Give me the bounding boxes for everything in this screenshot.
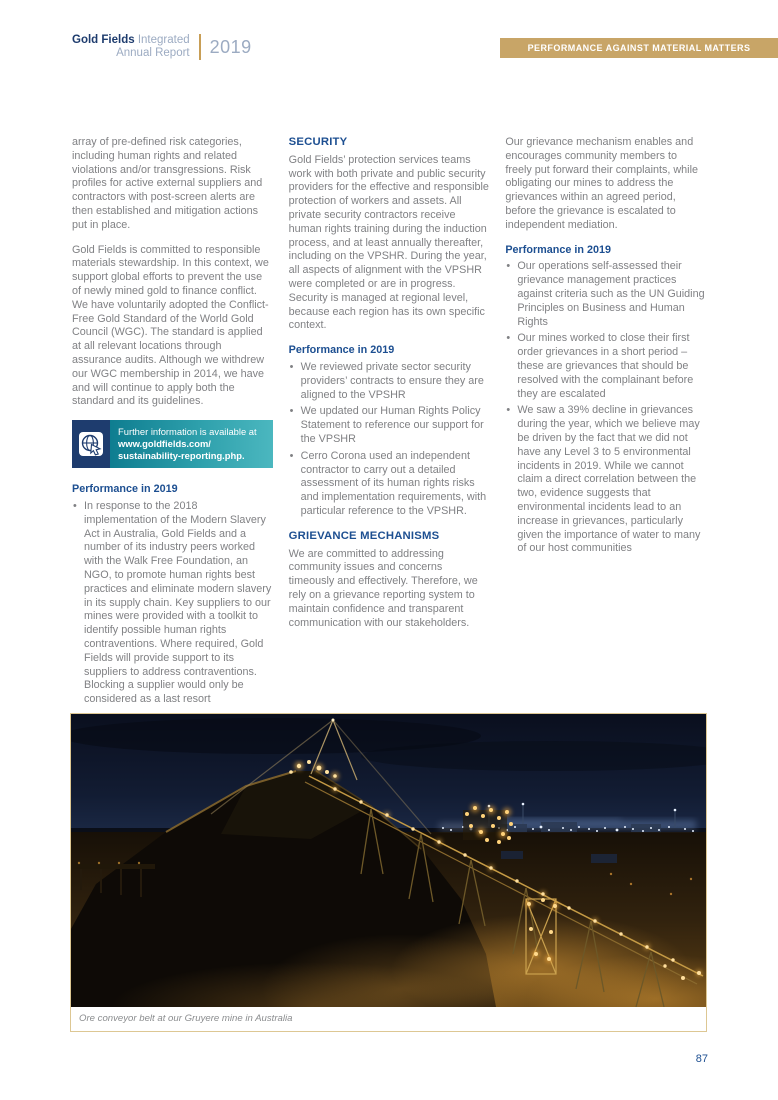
page-number: 87 [695,1053,708,1065]
web-globe-icon [72,420,110,468]
security-heading: SECURITY [288,136,348,148]
col3-performance-heading: Performance in 2019 [505,243,611,256]
mine-photo-figure [70,713,707,1032]
logo-divider-bar [199,34,201,60]
further-info-box[interactable] [72,420,273,468]
col1-paragraph-2: Gold Fields is committed to responsible materials stewardship. In this context, we support global efforts to prevent the use of newly mined gold to finance conflict. We have voluntarily adopted the Conflict-Free Gold Standard of the World Gold Council (WGC). The standard is applied at all relevant locations through assurance audits. Although we withdrew our WGC membership in 2014, we have and will continue to apply both the standard and its guidelines. [72,243,269,408]
mine-photo [71,714,706,1007]
col3-paragraph: Our grievance mechanism enables and encourages community members to freely put forward their complaints, while obligating our mines to address the grievances within an agreed period, before the grievance is escalated to independent mediation. [505,136,698,231]
col2-performance-heading: Performance in 2019 [288,344,395,357]
list-item: • Our operations self-assessed their grievance management practices against criteria such as the UN Guiding Principles on Business and Human Rights [505,260,706,329]
col1-performance-heading: Performance in 2019 [72,483,178,496]
grievance-paragraph: We are committed to addressing community issues and concerns timeously and effectively. Therefore, we rely on a grievance reporting system to maintain confidence and transparent communication with our stakeholders. [288,547,478,629]
list-item: • In response to the 2018 implementation of the Modern Slavery Act in Australia, Gold Fields and a number of its industry peers worked with the Walk Free Foundation, an NGO, to promote human rights best practices and eliminate modern slavery in its supply chain. Key suppliers to our mines were provided with a toolkit to identify possible human rights contraventions. Where required, Gold Fields will provide support to its suppliers to address contraventions. Blocking a supplier would only be considered as a last resort [72,500,273,707]
section-banner: PERFORMANCE AGAINST MATERIAL MATTERS [500,38,778,58]
list-item: • Our mines worked to close their first order grievances in a short period – these are grievances that should be resolved with the complainant before they are escalated [505,332,706,401]
col1-performance-list [72,500,273,707]
column-2 [289,136,490,718]
further-info-link[interactable]: www.goldfields.com/ sustainability-reporting.php. [118,438,245,462]
logo-year: 2019 [209,36,252,57]
photo-caption: Ore conveyor belt at our Gruyere mine in Australia [79,1013,293,1024]
logo-subtitle-2: Annual Report [116,47,190,60]
col3-performance-list [505,260,706,556]
logo-subtitle-1: Integrated [137,34,190,46]
col2-performance-list [289,361,490,519]
list-item: • We saw a 39% decline in grievances during the year, which we believe may be driven by the fact that we did not have any Level 3 to 5 environmental incidents in 2019. While we cannot claim a direct correlation between the two, evidence suggests that environmental incidents lead to an increase in grievances, particularly given the importance of water to many of our host communities [505,404,706,556]
list-item: • We reviewed private sector security providers’ contracts to ensure they are aligned to the VPSHR [289,361,490,402]
list-item: • We updated our Human Rights Policy Statement to reference our support for the VPSHR [289,405,490,446]
goldfields-logo [72,34,252,60]
further-info-text [110,420,273,468]
column-1 [72,136,273,718]
column-3 [505,136,706,718]
logo-text [72,34,190,60]
col1-paragraph-1: array of pre-defined risk categories, including human rights and related violations and/or transgressions. Risk profiles for active external suppliers and contractors with post-screen alerts are then established and mitigation actions put in place. [72,136,263,231]
security-paragraph: Gold Fields’ protection services teams work with both private and public security providers for the effective and responsible protection of workers and assets. All private security contractors receive human rights training during the induction process, and at least annually thereafter, including on the VPSHR. During the year, all aspects of alignment with the VPSHR were completed or are in progress. Security is managed at regional level, because each region has its own specific context. [288,153,489,332]
logo-brand: Gold Fields [72,34,135,46]
body-columns [72,136,706,718]
list-item: • Cerro Corona used an independent contractor to carry out a detailed assessment of its human rights risks and implementation requirements, with particular reference to the VPSHR. [289,450,490,519]
grievance-heading: GRIEVANCE MECHANISMS [288,529,440,542]
further-info-intro: Further information is available at [118,426,257,438]
